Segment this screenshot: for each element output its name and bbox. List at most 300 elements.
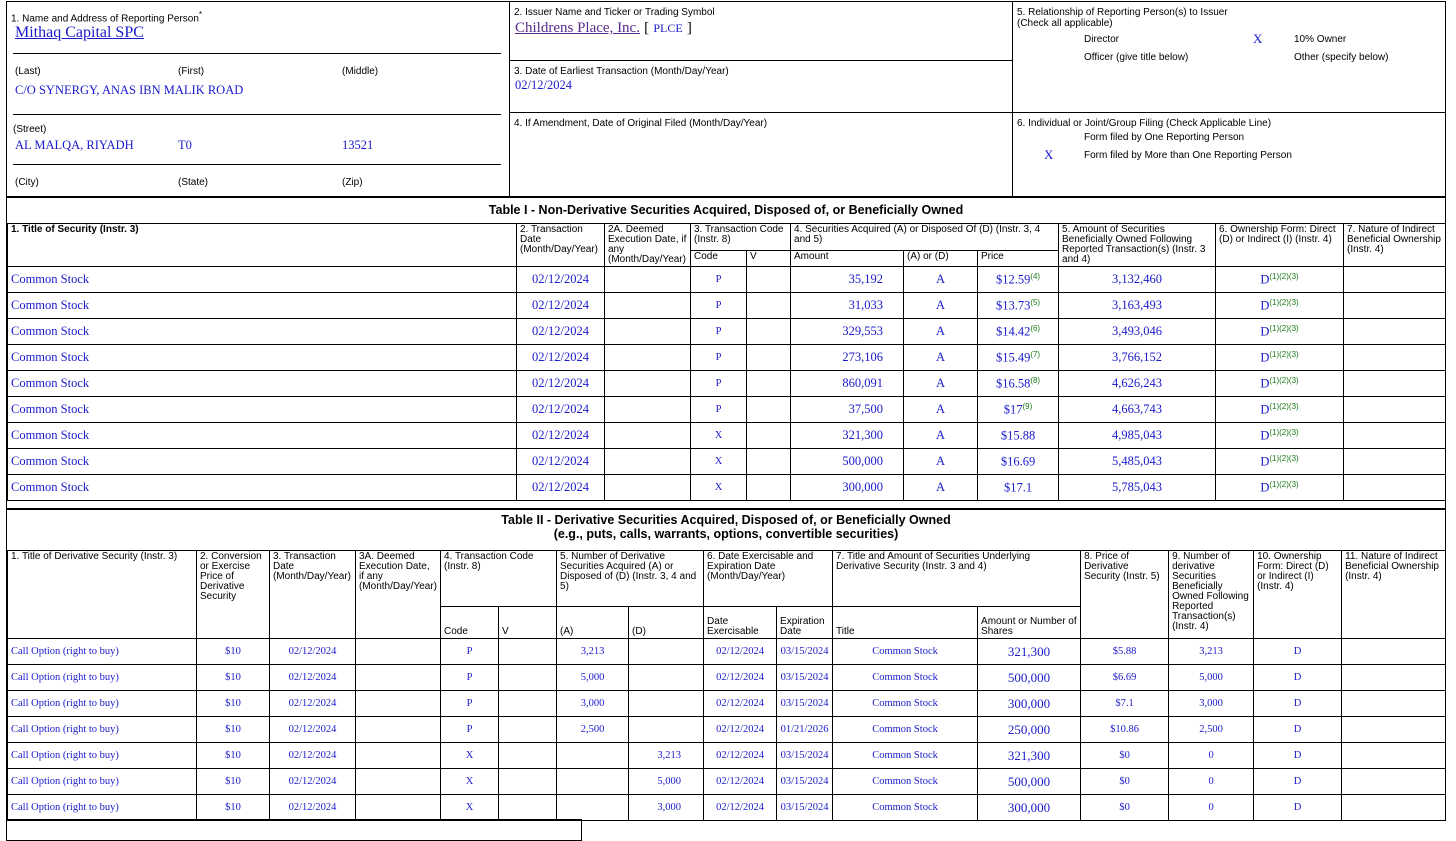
amount: 860,091	[842, 376, 884, 390]
transaction-code: P	[715, 404, 722, 415]
price: $15.49	[995, 350, 1031, 365]
ownership-form: D	[1260, 272, 1270, 287]
underlying-title: Common Stock	[872, 802, 938, 813]
table-1-row	[8, 397, 1446, 423]
a-or-d: A	[936, 454, 946, 468]
transaction-code: X	[465, 750, 474, 761]
deemed-date-cell	[356, 639, 441, 665]
expiration-date: 03/15/2024	[780, 672, 829, 683]
v-cell	[499, 639, 557, 665]
col-transaction-code: 3. Transaction Code (Instr. 8)	[691, 224, 791, 251]
a-or-d: A	[936, 376, 946, 390]
ownership-form: D	[1260, 402, 1270, 417]
divider	[13, 53, 501, 54]
ticker-bracket-open: [	[644, 20, 650, 36]
price-footnote[interactable]: (8)	[1030, 375, 1041, 385]
zip-value: 13521	[342, 138, 374, 152]
nature-indirect-cell	[1342, 795, 1446, 821]
derivative-owned: 0	[1208, 750, 1214, 761]
acquired-a: 2,500	[580, 724, 605, 735]
security-title: Common Stock	[11, 324, 90, 338]
ownership-footnote[interactable]: (1)(2)(3)	[1269, 323, 1299, 333]
state-label: (State)	[178, 177, 209, 188]
next-section-box	[6, 819, 582, 841]
deemed-date-cell	[605, 449, 691, 475]
other-label: Other (specify below)	[1294, 52, 1389, 63]
table-1-row	[8, 371, 1446, 397]
table-2-row	[8, 691, 1446, 717]
table-2-row	[8, 743, 1446, 769]
amount-owned: 4,985,043	[1112, 428, 1163, 442]
amount: 329,553	[842, 324, 884, 338]
amount-owned: 3,132,460	[1112, 272, 1163, 286]
price: $17.1	[1003, 480, 1033, 495]
nature-indirect-cell	[1342, 743, 1446, 769]
date-exercisable: 02/12/2024	[716, 776, 764, 787]
address-line: C/O SYNERGY, ANAS IBN MALIK ROAD	[15, 83, 244, 97]
divider	[13, 114, 501, 115]
deemed-date-cell	[605, 397, 691, 423]
reporter-name-link[interactable]: Mithaq Capital SPC	[15, 24, 144, 41]
table-2-row	[8, 639, 1446, 665]
box4-label: 4. If Amendment, Date of Original Filed (Month/Day/Year)	[514, 118, 768, 129]
ownership-form: D	[1293, 646, 1302, 657]
derivative-owned: 0	[1208, 776, 1214, 787]
underlying-shares: 300,000	[1007, 799, 1051, 815]
v-cell	[499, 665, 557, 691]
transaction-code: X	[465, 776, 474, 787]
deemed-date-cell	[605, 423, 691, 449]
price-footnote[interactable]: (6)	[1030, 323, 1041, 333]
underlying-shares: 321,300	[1007, 643, 1051, 659]
city-label: (City)	[15, 177, 39, 188]
price-footnote[interactable]: (4)	[1030, 271, 1041, 281]
conversion-price: $10	[225, 802, 241, 813]
box5-label	[1017, 7, 1228, 29]
subcol-d: (D)	[629, 607, 704, 639]
nature-indirect-cell	[1344, 397, 1446, 423]
amount: 37,500	[848, 402, 884, 416]
subcol-price: Price	[978, 251, 1059, 267]
ownership-form: D	[1260, 480, 1270, 495]
transaction-date: 02/12/2024	[288, 750, 337, 761]
table-1-header-row	[8, 224, 1446, 251]
ownership-footnote[interactable]: (1)(2)(3)	[1269, 375, 1299, 385]
filing-header	[6, 1, 1446, 198]
col-nature-indirect: 7. Nature of Indirect Beneficial Ownership (Instr. 4)	[1344, 224, 1446, 267]
underlying-title: Common Stock	[872, 750, 938, 761]
derivative-price: $5.88	[1112, 646, 1137, 657]
col-deemed-date: 2A. Deemed Execution Date, if any (Month/Day/Year)	[605, 224, 691, 267]
transaction-date: 02/12/2024	[288, 802, 337, 813]
a-or-d: A	[936, 402, 946, 416]
nature-indirect-cell	[1344, 319, 1446, 345]
deemed-date-cell	[605, 345, 691, 371]
one-person-label: Form filed by One Reporting Person	[1084, 132, 1245, 143]
derivative-owned: 3,000	[1199, 698, 1223, 709]
derivative-owned: 5,000	[1199, 672, 1223, 683]
ownership-form: D	[1260, 298, 1270, 313]
ten-percent-check: X	[1253, 31, 1263, 46]
ownership-form: D	[1260, 454, 1270, 469]
v-cell	[499, 795, 557, 821]
transaction-code: X	[714, 456, 723, 467]
deemed-date-cell	[605, 319, 691, 345]
transaction-date: 02/12/2024	[532, 272, 589, 286]
v-cell	[747, 475, 791, 501]
amount-owned: 5,785,043	[1112, 480, 1163, 494]
conversion-price: $10	[225, 672, 241, 683]
v-cell	[747, 449, 791, 475]
price-footnote[interactable]: (9)	[1022, 401, 1033, 411]
v-cell	[747, 397, 791, 423]
subcol-code: Code	[441, 607, 499, 639]
subcol-v: V	[747, 251, 791, 267]
transaction-code: P	[715, 352, 722, 363]
expiration-date: 03/15/2024	[780, 750, 829, 761]
conversion-price: $10	[225, 776, 241, 787]
transaction-date: 02/12/2024	[288, 724, 337, 735]
subcol-date-exercisable: Date Exercisable	[704, 607, 777, 639]
ownership-form: D	[1260, 350, 1270, 365]
price: $16.58	[995, 376, 1031, 391]
transaction-date: 02/12/2024	[532, 376, 589, 390]
underlying-shares: 500,000	[1007, 669, 1051, 685]
amount-owned: 4,663,743	[1112, 402, 1163, 416]
col-date-exercisable: 6. Date Exercisable and Expiration Date (Month/Day/Year)	[704, 551, 833, 607]
amount-owned: 5,485,043	[1112, 454, 1163, 468]
ownership-form: D	[1260, 428, 1270, 443]
security-title: Common Stock	[11, 298, 90, 312]
nature-indirect-cell	[1344, 449, 1446, 475]
price: $14.42	[995, 324, 1031, 339]
ownership-footnote[interactable]: (1)(2)(3)	[1269, 427, 1299, 437]
conversion-price: $10	[225, 750, 241, 761]
table-1-section	[6, 196, 1446, 509]
col-amount-owned: 5. Amount of Securities Beneficially Owned Following Reported Transaction(s) (Instr. 3 and 4)	[1059, 224, 1216, 267]
box1-asterisk: *	[198, 9, 203, 19]
amount-owned: 3,493,046	[1112, 324, 1163, 338]
date-exercisable: 02/12/2024	[716, 672, 764, 683]
derivative-price: $0	[1119, 802, 1130, 813]
a-or-d: A	[936, 350, 946, 364]
acquired-a: 3,213	[580, 646, 605, 657]
security-title: Common Stock	[11, 402, 90, 416]
divider	[13, 164, 501, 165]
transaction-date: 02/12/2024	[532, 298, 589, 312]
issuer-line	[515, 19, 692, 37]
transaction-date: 02/12/2024	[532, 480, 589, 494]
table-2-row	[8, 795, 1446, 821]
transaction-code: X	[714, 430, 723, 441]
underlying-title: Common Stock	[872, 698, 938, 709]
transaction-date: 02/12/2024	[288, 672, 337, 683]
transaction-date: 02/12/2024	[532, 454, 589, 468]
subcol-a-or-d: (A) or (D)	[904, 251, 978, 267]
derivative-title: Call Option (right to buy)	[11, 698, 119, 709]
derivative-title: Call Option (right to buy)	[11, 750, 119, 761]
transaction-date: 02/12/2024	[288, 698, 337, 709]
disposed-d: 3,213	[657, 750, 682, 761]
table-1	[7, 223, 1446, 501]
v-cell	[747, 267, 791, 293]
ownership-footnote[interactable]: (1)(2)(3)	[1269, 271, 1299, 281]
table-1-row	[8, 267, 1446, 293]
nature-indirect-cell	[1344, 475, 1446, 501]
conversion-price: $10	[225, 724, 241, 735]
nature-indirect-cell	[1344, 371, 1446, 397]
box6-label: 6. Individual or Joint/Group Filing (Check Applicable Line)	[1017, 118, 1272, 129]
underlying-title: Common Stock	[872, 724, 938, 735]
acquired-a: 3,000	[580, 698, 605, 709]
security-title: Common Stock	[11, 480, 90, 494]
transaction-code: P	[466, 672, 473, 683]
col-transaction-date: 3. Transaction Date (Month/Day/Year)	[270, 551, 356, 639]
col-title-security: 1. Title of Security (Instr. 3)	[8, 224, 517, 267]
table-2-section	[6, 508, 1446, 821]
underlying-title: Common Stock	[872, 646, 938, 657]
price: $17	[1003, 402, 1023, 417]
price: $13.73	[995, 298, 1031, 313]
col-nature-indirect: 11. Nature of Indirect Beneficial Ownership (Instr. 4)	[1342, 551, 1446, 639]
price: $15.88	[1000, 428, 1036, 443]
ownership-footnote[interactable]: (1)(2)(3)	[1269, 479, 1299, 489]
reporting-person-box	[7, 2, 510, 197]
amount-owned: 4,626,243	[1112, 376, 1163, 390]
table-1-row	[8, 475, 1446, 501]
divider	[1013, 112, 1445, 113]
ten-percent-label: 10% Owner	[1294, 34, 1347, 45]
ownership-footnote[interactable]: (1)(2)(3)	[1269, 453, 1299, 463]
acquired-a: 5,000	[580, 672, 605, 683]
ticker-symbol: PLCE	[653, 21, 683, 35]
a-or-d: A	[936, 480, 946, 494]
transaction-date: 02/12/2024	[532, 350, 589, 364]
deemed-date-cell	[605, 293, 691, 319]
box5-subtitle: (Check all applicable)	[1017, 18, 1113, 29]
state-value: T0	[178, 138, 192, 152]
ownership-footnote[interactable]: (1)(2)(3)	[1269, 297, 1299, 307]
transaction-code: P	[715, 326, 722, 337]
table-2-title: Table II - Derivative Securities Acquired, Disposed of, or Beneficially Owned	[501, 513, 951, 527]
date-exercisable: 02/12/2024	[716, 646, 764, 657]
amount-owned: 3,163,493	[1112, 298, 1163, 312]
box5-title: 5. Relationship of Reporting Person(s) to Issuer	[1017, 7, 1228, 18]
relationship-box	[1013, 2, 1445, 197]
ownership-form: D	[1260, 324, 1270, 339]
derivative-title: Call Option (right to buy)	[11, 672, 119, 683]
transaction-code: P	[466, 724, 473, 735]
col-number-derivative: 5. Number of Derivative Securities Acquired (A) or Disposed of (D) (Instr. 3, 4 and 5)	[557, 551, 704, 607]
disposed-d: 5,000	[657, 776, 682, 787]
subcol-v: V	[499, 607, 557, 639]
ticker-bracket-close: ]	[686, 20, 692, 36]
col-transaction-code: 4. Transaction Code (Instr. 8)	[441, 551, 557, 607]
price-footnote[interactable]: (5)	[1030, 297, 1041, 307]
transaction-code: X	[465, 802, 474, 813]
transaction-code: P	[715, 378, 722, 389]
nature-indirect-cell	[1344, 293, 1446, 319]
multi-person-check: X	[1044, 147, 1054, 162]
v-cell	[747, 293, 791, 319]
v-cell	[747, 319, 791, 345]
a-or-d: A	[936, 324, 946, 338]
issuer-box	[510, 2, 1013, 197]
underlying-shares: 500,000	[1007, 773, 1051, 789]
table-1-row	[8, 319, 1446, 345]
ownership-form: D	[1293, 672, 1302, 683]
table-1-row	[8, 293, 1446, 319]
derivative-price: $0	[1119, 776, 1130, 787]
amount-owned: 3,766,152	[1112, 350, 1163, 364]
date-exercisable: 02/12/2024	[716, 750, 764, 761]
underlying-title: Common Stock	[872, 776, 938, 787]
underlying-shares: 321,300	[1007, 747, 1051, 763]
derivative-price: $10.86	[1110, 724, 1139, 735]
a-or-d: A	[936, 298, 946, 312]
derivative-price: $7.1	[1115, 698, 1134, 709]
multi-person-label: Form filed by More than One Reporting Person	[1084, 150, 1292, 161]
transaction-code: P	[466, 646, 473, 657]
transaction-code: P	[715, 274, 722, 285]
box3-label: 3. Date of Earliest Transaction (Month/Day/Year)	[514, 66, 729, 77]
price: $12.59	[995, 272, 1031, 287]
v-cell	[747, 371, 791, 397]
security-title: Common Stock	[11, 428, 90, 442]
date-exercisable: 02/12/2024	[716, 724, 764, 735]
middle-label: (Middle)	[342, 66, 379, 77]
earliest-date: 02/12/2024	[515, 78, 572, 92]
ownership-form: D	[1293, 802, 1302, 813]
derivative-title: Call Option (right to buy)	[11, 646, 119, 657]
deemed-date-cell	[356, 691, 441, 717]
v-cell	[747, 423, 791, 449]
deemed-date-cell	[605, 267, 691, 293]
amount: 273,106	[842, 350, 884, 364]
underlying-shares: 300,000	[1007, 695, 1051, 711]
nature-indirect-cell	[1342, 665, 1446, 691]
deemed-date-cell	[356, 795, 441, 821]
ownership-form: D	[1293, 698, 1302, 709]
expiration-date: 03/15/2024	[780, 776, 829, 787]
expiration-date: 03/15/2024	[780, 802, 829, 813]
table-1-row	[8, 423, 1446, 449]
price-footnote[interactable]: (7)	[1030, 349, 1041, 359]
derivative-owned: 2,500	[1199, 724, 1223, 735]
nature-indirect-cell	[1342, 717, 1446, 743]
ownership-form: D	[1293, 724, 1302, 735]
derivative-price: $0	[1119, 750, 1130, 761]
security-title: Common Stock	[11, 376, 90, 390]
deemed-date-cell	[605, 371, 691, 397]
derivative-title: Call Option (right to buy)	[11, 802, 119, 813]
derivative-owned: 0	[1208, 802, 1214, 813]
amount: 31,033	[848, 298, 884, 312]
transaction-date: 02/12/2024	[532, 428, 589, 442]
table-1-title: Table I - Non-Derivative Securities Acquired, Disposed of, or Beneficially Owned	[488, 203, 964, 217]
underlying-title: Common Stock	[872, 672, 938, 683]
nature-indirect-cell	[1344, 423, 1446, 449]
issuer-name-link[interactable]: Childrens Place, Inc.	[515, 20, 640, 36]
col-derivative-price: 8. Price of Derivative Security (Instr. 5)	[1081, 551, 1169, 639]
city-value: AL MALQA, RIYADH	[15, 138, 134, 152]
nature-indirect-cell	[1344, 267, 1446, 293]
transaction-date: 02/12/2024	[288, 646, 337, 657]
conversion-price: $10	[225, 646, 241, 657]
col-ownership-form: 6. Ownership Form: Direct (D) or Indirect (I) (Instr. 4)	[1216, 224, 1344, 267]
divider	[510, 60, 1012, 61]
col-derivative-title: 1. Title of Derivative Security (Instr. 3)	[8, 551, 197, 639]
subcol-amount: Amount	[791, 251, 904, 267]
deemed-date-cell	[356, 743, 441, 769]
security-title: Common Stock	[11, 272, 90, 286]
amount: 35,192	[848, 272, 884, 286]
deemed-date-cell	[356, 717, 441, 743]
col-deemed-date: 3A. Deemed Execution Date, if any (Month/Day/Year)	[356, 551, 441, 639]
v-cell	[499, 717, 557, 743]
table-2-header-row	[8, 551, 1446, 607]
col-derivative-owned: 9. Number of derivative Securities Beneficially Owned Following Reported Transaction(s) (Instr. 4)	[1169, 551, 1254, 639]
a-or-d: A	[936, 428, 946, 442]
a-or-d: A	[936, 272, 946, 286]
nature-indirect-cell	[1344, 345, 1446, 371]
derivative-price: $6.69	[1112, 672, 1137, 683]
transaction-date: 02/12/2024	[288, 776, 337, 787]
table-2	[7, 550, 1446, 821]
col-conversion-price: 2. Conversion or Exercise Price of Derivative Security	[197, 551, 270, 639]
col-transaction-date: 2. Transaction Date (Month/Day/Year)	[517, 224, 605, 267]
amount: 300,000	[842, 480, 884, 494]
ownership-form: D	[1260, 376, 1270, 391]
table-1-row	[8, 449, 1446, 475]
security-title: Common Stock	[11, 350, 90, 364]
date-exercisable: 02/12/2024	[716, 698, 764, 709]
v-cell	[747, 345, 791, 371]
street-label: (Street)	[13, 124, 47, 135]
subcol-code: Code	[691, 251, 747, 267]
table-2-title-block	[7, 510, 1445, 541]
ownership-footnote[interactable]: (1)(2)(3)	[1269, 401, 1299, 411]
transaction-date: 02/12/2024	[532, 324, 589, 338]
deemed-date-cell	[605, 475, 691, 501]
transaction-code: P	[715, 300, 722, 311]
underlying-shares: 250,000	[1007, 721, 1051, 737]
zip-label: (Zip)	[342, 177, 363, 188]
expiration-date: 01/21/2026	[780, 724, 829, 735]
deemed-date-cell	[356, 769, 441, 795]
derivative-title: Call Option (right to buy)	[11, 724, 119, 735]
divider	[510, 112, 1012, 113]
date-exercisable: 02/12/2024	[716, 802, 764, 813]
conversion-price: $10	[225, 698, 241, 709]
v-cell	[499, 743, 557, 769]
nature-indirect-cell	[1342, 769, 1446, 795]
col-underlying: 7. Title and Amount of Securities Underlying Derivative Security (Instr. 3 and 4)	[833, 551, 1081, 607]
derivative-owned: 3,213	[1199, 646, 1223, 657]
director-label: Director	[1084, 34, 1120, 45]
ownership-footnote[interactable]: (1)(2)(3)	[1269, 349, 1299, 359]
transaction-date: 02/12/2024	[532, 402, 589, 416]
nature-indirect-cell	[1342, 691, 1446, 717]
disposed-d: 3,000	[657, 802, 682, 813]
table-1-row	[8, 345, 1446, 371]
v-cell	[499, 691, 557, 717]
col-securities-acquired: 4. Securities Acquired (A) or Disposed Of (D) (Instr. 3, 4 and 5)	[791, 224, 1059, 251]
subcol-a: (A)	[557, 607, 629, 639]
box2-label: 2. Issuer Name and Ticker or Trading Symbol	[514, 7, 715, 18]
first-label: (First)	[178, 66, 205, 77]
table-2-subtitle: (e.g., puts, calls, warrants, options, convertible securities)	[553, 527, 899, 541]
